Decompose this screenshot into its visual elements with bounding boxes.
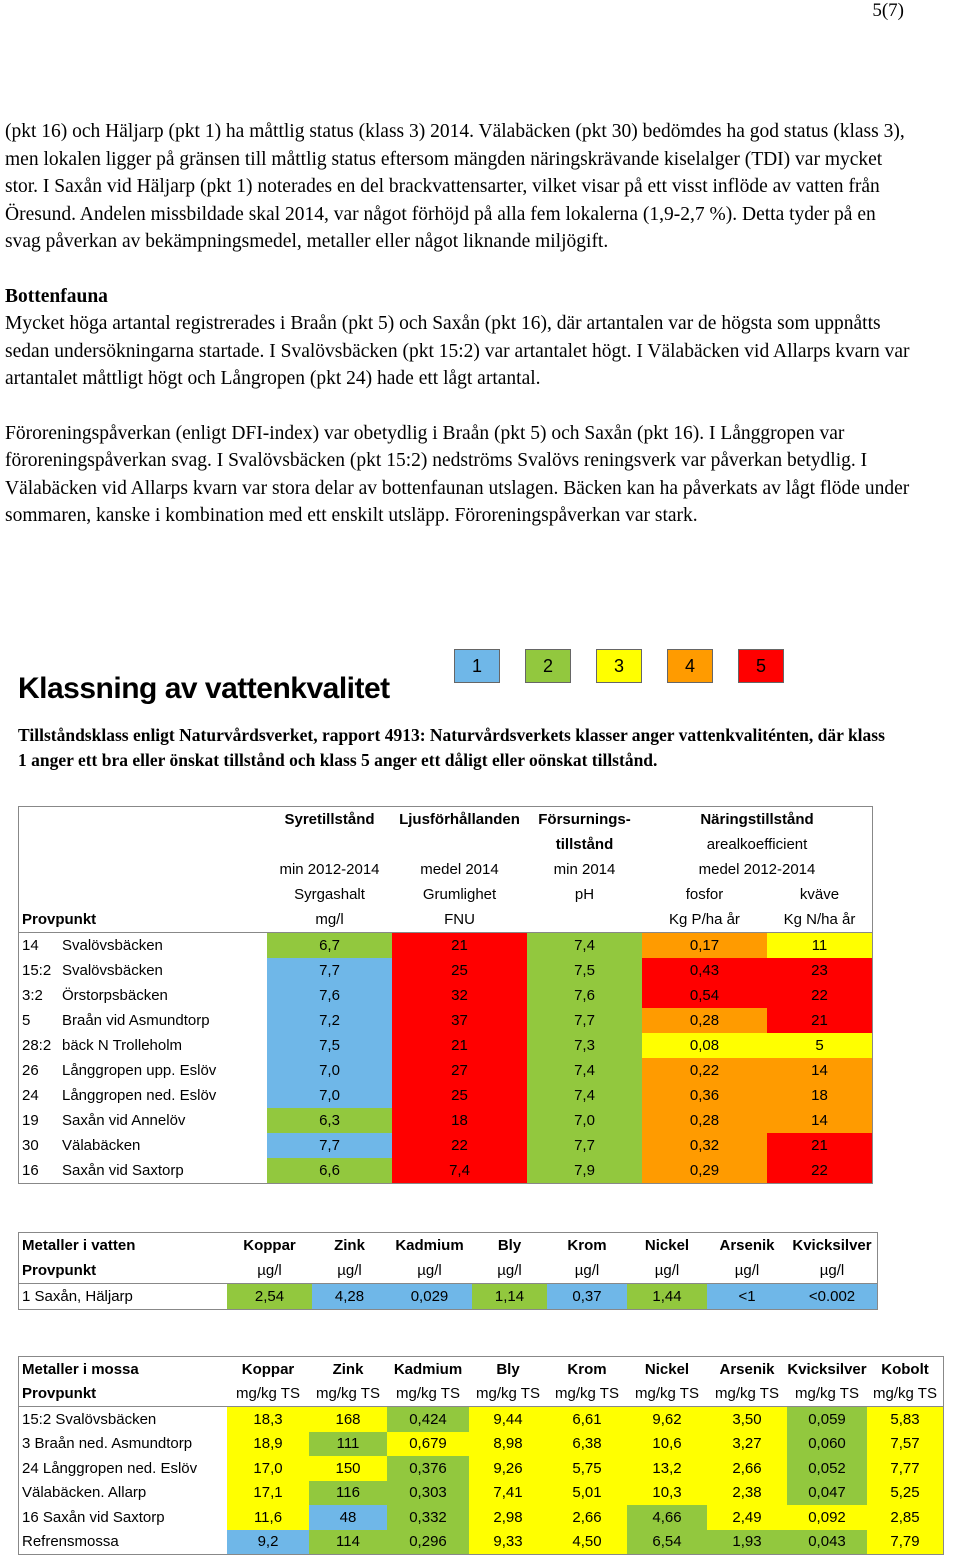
value-cell: 0,092	[787, 1505, 867, 1530]
cell-syre: 7,0	[267, 1058, 392, 1083]
unit-cell: µg/l	[417, 1262, 442, 1279]
header-cell: Krom	[567, 1237, 607, 1254]
unit-cell: mg/kg TS	[873, 1385, 937, 1403]
legend-class-1: 1	[454, 649, 500, 683]
unit-cell: µg/l	[819, 1262, 845, 1279]
value-cell: 4,50	[547, 1530, 627, 1555]
table-row	[19, 1033, 873, 1058]
header-cell: Krom	[567, 1360, 607, 1378]
table-row	[19, 1158, 873, 1184]
unit-cell: mg/kg TS	[236, 1385, 300, 1403]
value-cell: 2,38	[707, 1481, 787, 1506]
unit-cell: Provpunkt	[22, 1385, 97, 1403]
row-id: 15:2	[22, 962, 52, 979]
cell-p: 0,22	[642, 1058, 767, 1083]
cell-p: 0,29	[642, 1158, 767, 1184]
cell-ph: 7,4	[527, 1058, 642, 1083]
value-cell: 2,66	[547, 1505, 627, 1530]
cell-fnu: 25	[392, 1083, 527, 1108]
value-cell: <1	[707, 1284, 787, 1310]
row-name: Långgropen upp. Eslöv	[62, 1062, 217, 1079]
paragraph-bottenfauna: Mycket höga artantal registrerades i Braån (pkt 5) och Saxån (pkt 16), där artantalen var de högsta som uppnåtts sedan undersökningarna startade. I Svalövsbäcken (pkt 15:2) var artantalet högt. I Välabäcken vid Allarps kvarn var artantalet måttligt högt och Långropen (pkt 24) hade ett lågt artantal.	[5, 313, 910, 389]
cell-fnu: 7,4	[392, 1158, 527, 1184]
cell-ph: 7,4	[527, 933, 642, 959]
col-fosfor-header: fosfor	[685, 886, 724, 903]
value-cell: 15:2 Svalövsbäcken	[22, 1410, 157, 1428]
row-id: 24	[22, 1087, 39, 1104]
value-cell: 17,1	[227, 1481, 309, 1506]
unit-cell: mg/kg TS	[795, 1385, 859, 1403]
cell-n: 5	[767, 1033, 873, 1058]
cell-fnu: 27	[392, 1058, 527, 1083]
value-cell: 5,83	[867, 1407, 944, 1432]
row-name: Välabäcken	[62, 1137, 141, 1154]
value-cell: 10,3	[627, 1481, 707, 1506]
cell-n: 14	[767, 1058, 873, 1083]
unit-cell: µg/l	[734, 1262, 760, 1279]
value-cell: 0,047	[787, 1481, 867, 1506]
row-name: Saxån vid Annelöv	[62, 1112, 186, 1129]
cell-syre: 6,7	[267, 933, 392, 959]
row-id: 19	[22, 1112, 39, 1129]
value-cell: 3 Braån ned. Asmundtorp	[22, 1435, 193, 1453]
cell-ph: 7,3	[527, 1033, 642, 1058]
cell-fnu: 22	[392, 1133, 527, 1158]
header-cell: Koppar	[241, 1360, 295, 1378]
col-kvave-header: kväve	[799, 886, 840, 903]
value-cell: 1,14	[472, 1284, 547, 1310]
cell-p: 0,28	[642, 1008, 767, 1033]
value-cell: 9,62	[627, 1407, 707, 1432]
value-cell: 2,66	[707, 1456, 787, 1481]
provpunkt-header: Provpunkt	[22, 911, 97, 928]
table-row	[19, 1456, 944, 1481]
unit-cell: mg/kg TS	[555, 1385, 619, 1403]
table-row	[19, 1058, 873, 1083]
table-row	[19, 983, 873, 1008]
value-cell: 3,27	[707, 1432, 787, 1457]
col-min-header: min 2012-2014	[279, 861, 380, 878]
value-cell: 5,01	[547, 1481, 627, 1506]
cell-p: 0,08	[642, 1033, 767, 1058]
unit-cell: mg/kg TS	[635, 1385, 699, 1403]
cell-n: 21	[767, 1133, 873, 1158]
cell-syre: 6,6	[267, 1158, 392, 1184]
cell-p: 0,17	[642, 933, 767, 959]
col-fors-header-2: tillstånd	[555, 836, 614, 853]
cell-ph: 7,0	[527, 1108, 642, 1133]
table-row	[19, 1432, 944, 1457]
cell-ph: 7,5	[527, 958, 642, 983]
value-cell: 8,98	[469, 1432, 547, 1457]
header-cell: Metaller i mossa	[22, 1360, 139, 1378]
value-cell: 9,2	[227, 1530, 309, 1555]
value-cell: 7,57	[867, 1432, 944, 1457]
unit-mgl: mg/l	[315, 911, 344, 928]
value-cell: 116	[309, 1481, 387, 1506]
value-cell: 17,0	[227, 1456, 309, 1481]
col-ljus-header: Ljusförhållanden	[399, 811, 520, 828]
value-cell: 0,303	[387, 1481, 469, 1506]
cell-n: 18	[767, 1083, 873, 1108]
paragraph-dfi: Föroreningspåverkan (enligt DFI-index) var obetydlig i Braån (pkt 5) och Saxån (pkt 16). I Långgropen var föroreningspåverkan svag. I Svalövsbäcken (pkt 15:2) nedströms Svalövs reningsverk var påverkan betydlig. I Välabäcken vid Allarps kvarn var stora delar av bottenfaunan utslagen. Bäcken kan ha påverkats av lågt flöde under sommaren, kanske i kombination med ett enskilt utsläpp. Föroreningspåverkan var stark.	[5, 422, 910, 526]
cell-syre: 7,7	[267, 958, 392, 983]
row-name: Örstorpsbäcken	[62, 987, 168, 1004]
row-id: 26	[22, 1062, 39, 1079]
value-cell: 114	[309, 1530, 387, 1555]
row-id: 30	[22, 1137, 39, 1154]
legend-class-2: 2	[525, 649, 571, 683]
table-row	[19, 1481, 944, 1506]
col-medel2014-header: medel 2014	[420, 861, 499, 878]
cell-p: 0,43	[642, 958, 767, 983]
cell-syre: 7,5	[267, 1033, 392, 1058]
cell-ph: 7,7	[527, 1008, 642, 1033]
value-cell: 10,6	[627, 1432, 707, 1457]
value-cell: 150	[309, 1456, 387, 1481]
col-grumlighet-header: Grumlighet	[422, 886, 497, 903]
cell-p: 0,32	[642, 1133, 767, 1158]
table-row	[19, 1108, 873, 1133]
value-cell: 0,679	[387, 1432, 469, 1457]
value-cell: 7,77	[867, 1456, 944, 1481]
value-cell: 6,38	[547, 1432, 627, 1457]
unit-cell: mg/kg TS	[316, 1385, 380, 1403]
value-cell: 5,25	[867, 1481, 944, 1506]
value-cell: 7,41	[469, 1481, 547, 1506]
value-cell: 4,28	[312, 1284, 387, 1310]
col-ph-header: pH	[574, 886, 595, 903]
value-cell: <0.002	[787, 1284, 878, 1310]
cell-ph: 7,7	[527, 1133, 642, 1158]
value-cell: 18,9	[227, 1432, 309, 1457]
value-cell: 7,79	[867, 1530, 944, 1555]
value-cell: 3,50	[707, 1407, 787, 1432]
header-cell: Zink	[334, 1237, 365, 1254]
value-cell: 6,61	[547, 1407, 627, 1432]
class-legend	[454, 649, 809, 683]
unit-cell: µg/l	[574, 1262, 600, 1279]
col-syrgashalt-header: Syrgashalt	[294, 886, 365, 903]
cell-p: 0,28	[642, 1108, 767, 1133]
table-row	[19, 1008, 873, 1033]
cell-fnu: 21	[392, 1033, 527, 1058]
col-min2014-header: min 2014	[553, 861, 616, 878]
value-cell: 2,85	[867, 1505, 944, 1530]
cell-ph: 7,6	[527, 983, 642, 1008]
col-nar-header: Näringstillstånd	[700, 811, 814, 828]
value-cell: 0,052	[787, 1456, 867, 1481]
col-fors-header: Försurnings-	[538, 811, 631, 828]
cell-n: 11	[767, 933, 873, 959]
value-cell: 13,2	[627, 1456, 707, 1481]
unit-n: Kg N/ha år	[783, 911, 856, 928]
header-cell: Koppar	[243, 1237, 296, 1254]
row-id: 14	[22, 937, 39, 954]
unit-cell: Provpunkt	[22, 1262, 97, 1279]
header-cell: Kadmium	[395, 1237, 464, 1254]
row-id: 28:2	[22, 1037, 52, 1054]
row-id: 5	[22, 1012, 31, 1029]
value-cell: 9,26	[469, 1456, 547, 1481]
cell-fnu: 32	[392, 983, 527, 1008]
cell-syre: 7,6	[267, 983, 392, 1008]
col-syre-header: Syretillstånd	[284, 811, 375, 828]
value-cell: 111	[309, 1432, 387, 1457]
value-cell: 0,376	[387, 1456, 469, 1481]
header-cell: Arsenik	[719, 1360, 775, 1378]
value-cell: 2,54	[227, 1284, 312, 1310]
paragraph-diatoms: (pkt 16) och Häljarp (pkt 1) ha måttlig status (klass 3) 2014. Välabäcken (pkt 30) bedömdes ha god status (klass 3), men lokalen ligger på gränsen till måttlig status eftersom mängden näringskrävande kiselalger (TDI) var mycket stor. I Saxån vid Häljarp (pkt 1) noterades en del brackvattensarter, vilket visar på ett visst inflöde av vatten från Öresund. Andelen missbildade skal 2014, var något förhöjd på alla fem lokalerna (1,9-2,7 %). Detta tyder på en svag påverkan av bekämpningsmedel, metaller eller något liknande miljögift.	[5, 121, 905, 252]
metals-water-table	[18, 1232, 878, 1310]
table-row	[19, 1407, 944, 1432]
value-cell: 18,3	[227, 1407, 309, 1432]
legend-class-5: 5	[738, 649, 784, 683]
table-row	[19, 933, 873, 959]
heading-bottenfauna: Bottenfauna	[5, 285, 108, 307]
page-number: 5(7)	[872, 0, 904, 21]
cell-p: 0,54	[642, 983, 767, 1008]
unit-cell: mg/kg TS	[476, 1385, 540, 1403]
legend-class-4: 4	[667, 649, 713, 683]
header-cell: Nickel	[644, 1360, 690, 1378]
value-cell: 168	[309, 1407, 387, 1432]
value-cell: 1 Saxån, Häljarp	[22, 1288, 133, 1305]
header-cell: Kvicksilver	[787, 1360, 867, 1378]
row-name: Saxån vid Saxtorp	[62, 1162, 184, 1179]
value-cell: Refrensmossa	[22, 1533, 119, 1551]
row-name: Svalövsbäcken	[62, 937, 163, 954]
value-cell: 1,93	[707, 1530, 787, 1555]
value-cell: 2,98	[469, 1505, 547, 1530]
value-cell: Välabäcken. Allarp	[22, 1484, 147, 1502]
cell-syre: 7,7	[267, 1133, 392, 1158]
table-row	[19, 1133, 873, 1158]
value-cell: 0,060	[787, 1432, 867, 1457]
value-cell: 9,44	[469, 1407, 547, 1432]
cell-ph: 7,9	[527, 1158, 642, 1184]
cell-syre: 7,0	[267, 1083, 392, 1108]
table-row	[19, 958, 873, 983]
value-cell: 0,059	[787, 1407, 867, 1432]
value-cell: 11,6	[227, 1505, 309, 1530]
row-name: Svalövsbäcken	[62, 962, 163, 979]
header-cell: Zink	[332, 1360, 364, 1378]
classification-title: Klassning av vattenkvalitet	[18, 672, 390, 705]
row-name: bäck N Trolleholm	[62, 1037, 183, 1054]
value-cell: 24 Långgropen ned. Eslöv	[22, 1459, 198, 1477]
cell-n: 21	[767, 1008, 873, 1033]
metals-moss-table	[18, 1356, 944, 1555]
value-cell: 2,49	[707, 1505, 787, 1530]
classification-description: Tillståndsklass enligt Naturvårdsverket, rapport 4913: Naturvårdsverkets klasser anger vattenkvaliténten, där klass 1 anger ett bra eller önskat tillstånd och klass 5 anger ett dåligt eller oönskat tillstånd.	[18, 725, 885, 770]
cell-fnu: 25	[392, 958, 527, 983]
value-cell: 0,296	[387, 1530, 469, 1555]
row-name: Braån vid Asmundtorp	[62, 1012, 210, 1029]
value-cell: 9,33	[469, 1530, 547, 1555]
row-id: 16	[22, 1162, 39, 1179]
cell-fnu: 21	[392, 933, 527, 959]
row-name: Långgropen ned. Eslöv	[62, 1087, 217, 1104]
value-cell: 6,54	[627, 1530, 707, 1555]
value-cell: 1,44	[627, 1284, 707, 1310]
legend-class-3: 3	[596, 649, 642, 683]
value-cell: 0,424	[387, 1407, 469, 1432]
cell-fnu: 18	[392, 1108, 527, 1133]
header-cell: Kobolt	[881, 1360, 929, 1378]
unit-p: Kg P/ha år	[669, 911, 740, 928]
unit-cell: mg/kg TS	[715, 1385, 779, 1403]
cell-syre: 6,3	[267, 1108, 392, 1133]
header-cell: Bly	[496, 1360, 520, 1378]
header-cell: Bly	[497, 1237, 522, 1254]
header-cell: Arsenik	[719, 1237, 775, 1254]
table-row	[19, 1530, 944, 1555]
col-medel1214-header: medel 2012-2014	[698, 861, 816, 878]
row-id: 3:2	[22, 987, 43, 1004]
value-cell: 0,37	[547, 1284, 627, 1310]
body-text	[5, 118, 910, 557]
unit-cell: µg/l	[497, 1262, 522, 1279]
cell-p: 0,36	[642, 1083, 767, 1108]
value-cell: 48	[309, 1505, 387, 1530]
value-cell: 0,029	[387, 1284, 472, 1310]
table-row	[19, 1505, 944, 1530]
unit-fnu: FNU	[444, 911, 475, 928]
unit-cell: µg/l	[337, 1262, 362, 1279]
value-cell: 0,043	[787, 1530, 867, 1555]
cell-fnu: 37	[392, 1008, 527, 1033]
cell-n: 23	[767, 958, 873, 983]
value-cell: 16 Saxån vid Saxtorp	[22, 1508, 165, 1526]
value-cell: 0,332	[387, 1505, 469, 1530]
header-cell: Nickel	[644, 1237, 690, 1254]
unit-cell: µg/l	[654, 1262, 680, 1279]
unit-cell: µg/l	[257, 1262, 282, 1279]
unit-cell: mg/kg TS	[396, 1385, 460, 1403]
header-cell: Kvicksilver	[792, 1237, 872, 1254]
table-row	[19, 1083, 873, 1108]
value-cell: 5,75	[547, 1456, 627, 1481]
cell-syre: 7,2	[267, 1008, 392, 1033]
cell-n: 14	[767, 1108, 873, 1133]
header-cell: Metaller i vatten	[22, 1237, 136, 1254]
cell-ph: 7,4	[527, 1083, 642, 1108]
water-quality-table	[18, 806, 873, 1184]
value-cell: 4,66	[627, 1505, 707, 1530]
cell-n: 22	[767, 983, 873, 1008]
header-cell: Kadmium	[393, 1360, 463, 1378]
col-areal-header: arealkoefficient	[706, 836, 808, 853]
cell-n: 22	[767, 1158, 873, 1184]
